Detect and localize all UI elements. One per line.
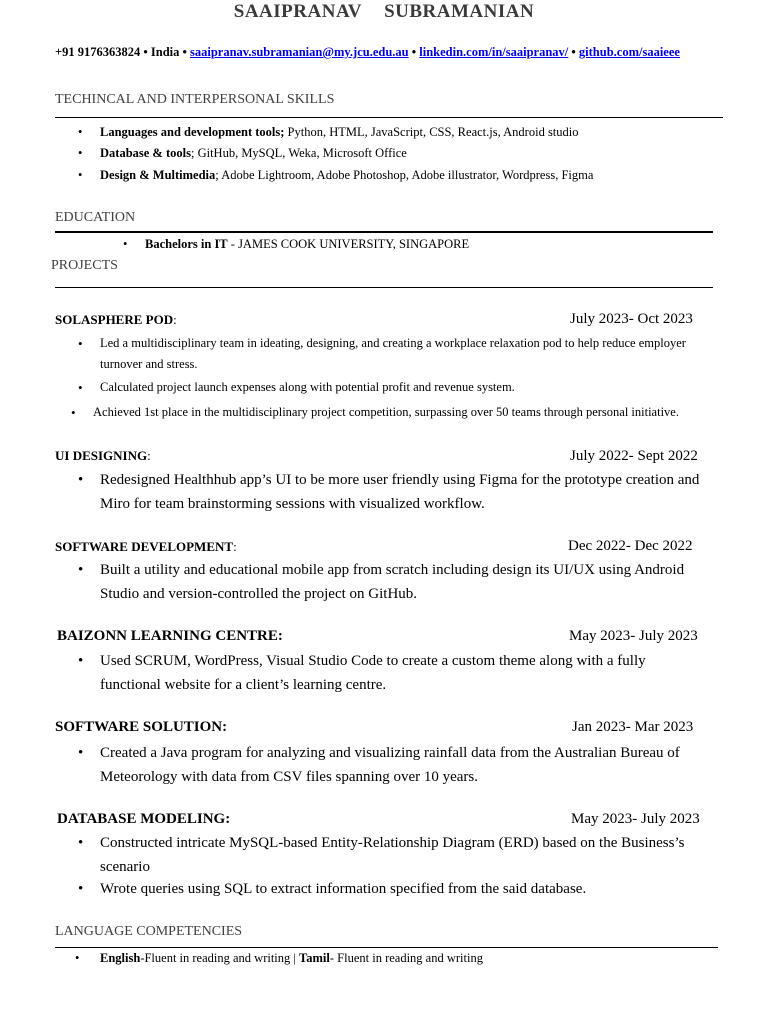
project-title: SOFTWARE DEVELOPMENT:: [55, 539, 237, 554]
project-bullet: • Calculated project launch expenses along with potential profit and revenue system.: [100, 377, 700, 398]
education-heading: EDUCATION: [55, 210, 136, 225]
linkedin-link[interactable]: linkedin.com/in/saaipranav/: [419, 45, 569, 59]
project-date: July 2022- Sept 2022: [570, 448, 698, 464]
project-bullet: • Redesigned Healthhub app’s UI to be more user friendly using Figma for the prototype creation and Miro for team brainstorming sessions with visualized workflow.: [100, 469, 710, 516]
skill-item: • Design & Multimedia; Adobe Lightroom, Adobe Photoshop, Adobe illustrator, Wordpress, Figma: [78, 168, 594, 182]
project-bullet: • Used SCRUM, WordPress, Visual Studio Code to create a custom theme along with a fully functional website for a client’s learning centre.: [100, 650, 680, 697]
project-bullet: • Achieved 1st place in the multidisciplinary project competition, surpassing over 50 teams through personal initiative.: [93, 402, 733, 423]
languages-divider: [55, 947, 718, 948]
project-bullet: • Constructed intricate MySQL-based Entity-Relationship Diagram (ERD) based on the Business’s scenario: [100, 832, 700, 879]
github-link[interactable]: github.com/saaieee: [578, 45, 680, 59]
phone-location: +91 9176363824 • India •: [55, 45, 187, 59]
project-title: SOFTWARE SOLUTION:: [55, 719, 228, 735]
resume-name: SAAIPRANAV SUBRAMANIAN: [233, 1, 535, 22]
skills-heading: TECHINCAL AND INTERPERSONAL SKILLS: [55, 92, 335, 107]
contact-line: [55, 45, 680, 60]
bullet-icon: •: [78, 146, 83, 160]
bullet-icon: •: [123, 237, 128, 251]
skill-item: • Database & tools; GitHub, MySQL, Weka, Microsoft Office: [78, 146, 407, 160]
project-date: May 2023- July 2023: [569, 628, 698, 644]
project-date: Jan 2023- Mar 2023: [572, 719, 694, 735]
project-date: July 2023- Oct 2023: [570, 311, 693, 327]
project-date: Dec 2022- Dec 2022: [568, 538, 693, 554]
bullet-icon: •: [75, 951, 80, 965]
project-date: May 2023- July 2023: [571, 811, 700, 827]
languages-heading: LANGUAGE COMPETENCIES: [55, 924, 243, 939]
bullet-icon: •: [78, 125, 83, 139]
projects-heading: PROJECTS: [51, 258, 118, 273]
contact-separator: •: [408, 45, 420, 59]
projects-divider: [55, 287, 713, 288]
project-title: UI DESIGNING:: [55, 448, 151, 463]
project-bullet: • Wrote queries using SQL to extract information specified from the said database.: [100, 878, 700, 902]
contact-separator: •: [568, 45, 579, 59]
email-link[interactable]: saaipranav.subramanian@my.jcu.edu.au: [190, 45, 409, 59]
project-bullet: • Built a utility and educational mobile app from scratch including design its UI/UX using Android Studio and version-controlled the project on GitHub.: [100, 559, 710, 606]
project-title: BAIZONN LEARNING CENTRE:: [57, 628, 283, 644]
education-item: • Bachelors in IT - JAMES COOK UNIVERSITY, SINGAPORE: [123, 237, 470, 251]
education-divider: [55, 231, 713, 233]
language-item: • English-Fluent in reading and writing | Tamil- Fluent in reading and writing: [75, 951, 483, 965]
bullet-icon: •: [78, 168, 83, 182]
project-title: SOLASPHERE POD:: [55, 312, 177, 327]
project-title: DATABASE MODELING:: [57, 811, 231, 827]
project-bullet: • Created a Java program for analyzing and visualizing rainfall data from the Australian Bureau of Meteorology with data from CSV files spanning over 10 years.: [100, 742, 700, 789]
skill-item: • Languages and development tools; Python, HTML, JavaScript, CSS, React.js, Android studio: [78, 125, 579, 139]
project-bullet: • Led a multidisciplinary team in ideating, designing, and creating a workplace relaxation pod to help reduce employer turnover and stress.: [100, 333, 690, 375]
skills-divider: [55, 117, 723, 118]
